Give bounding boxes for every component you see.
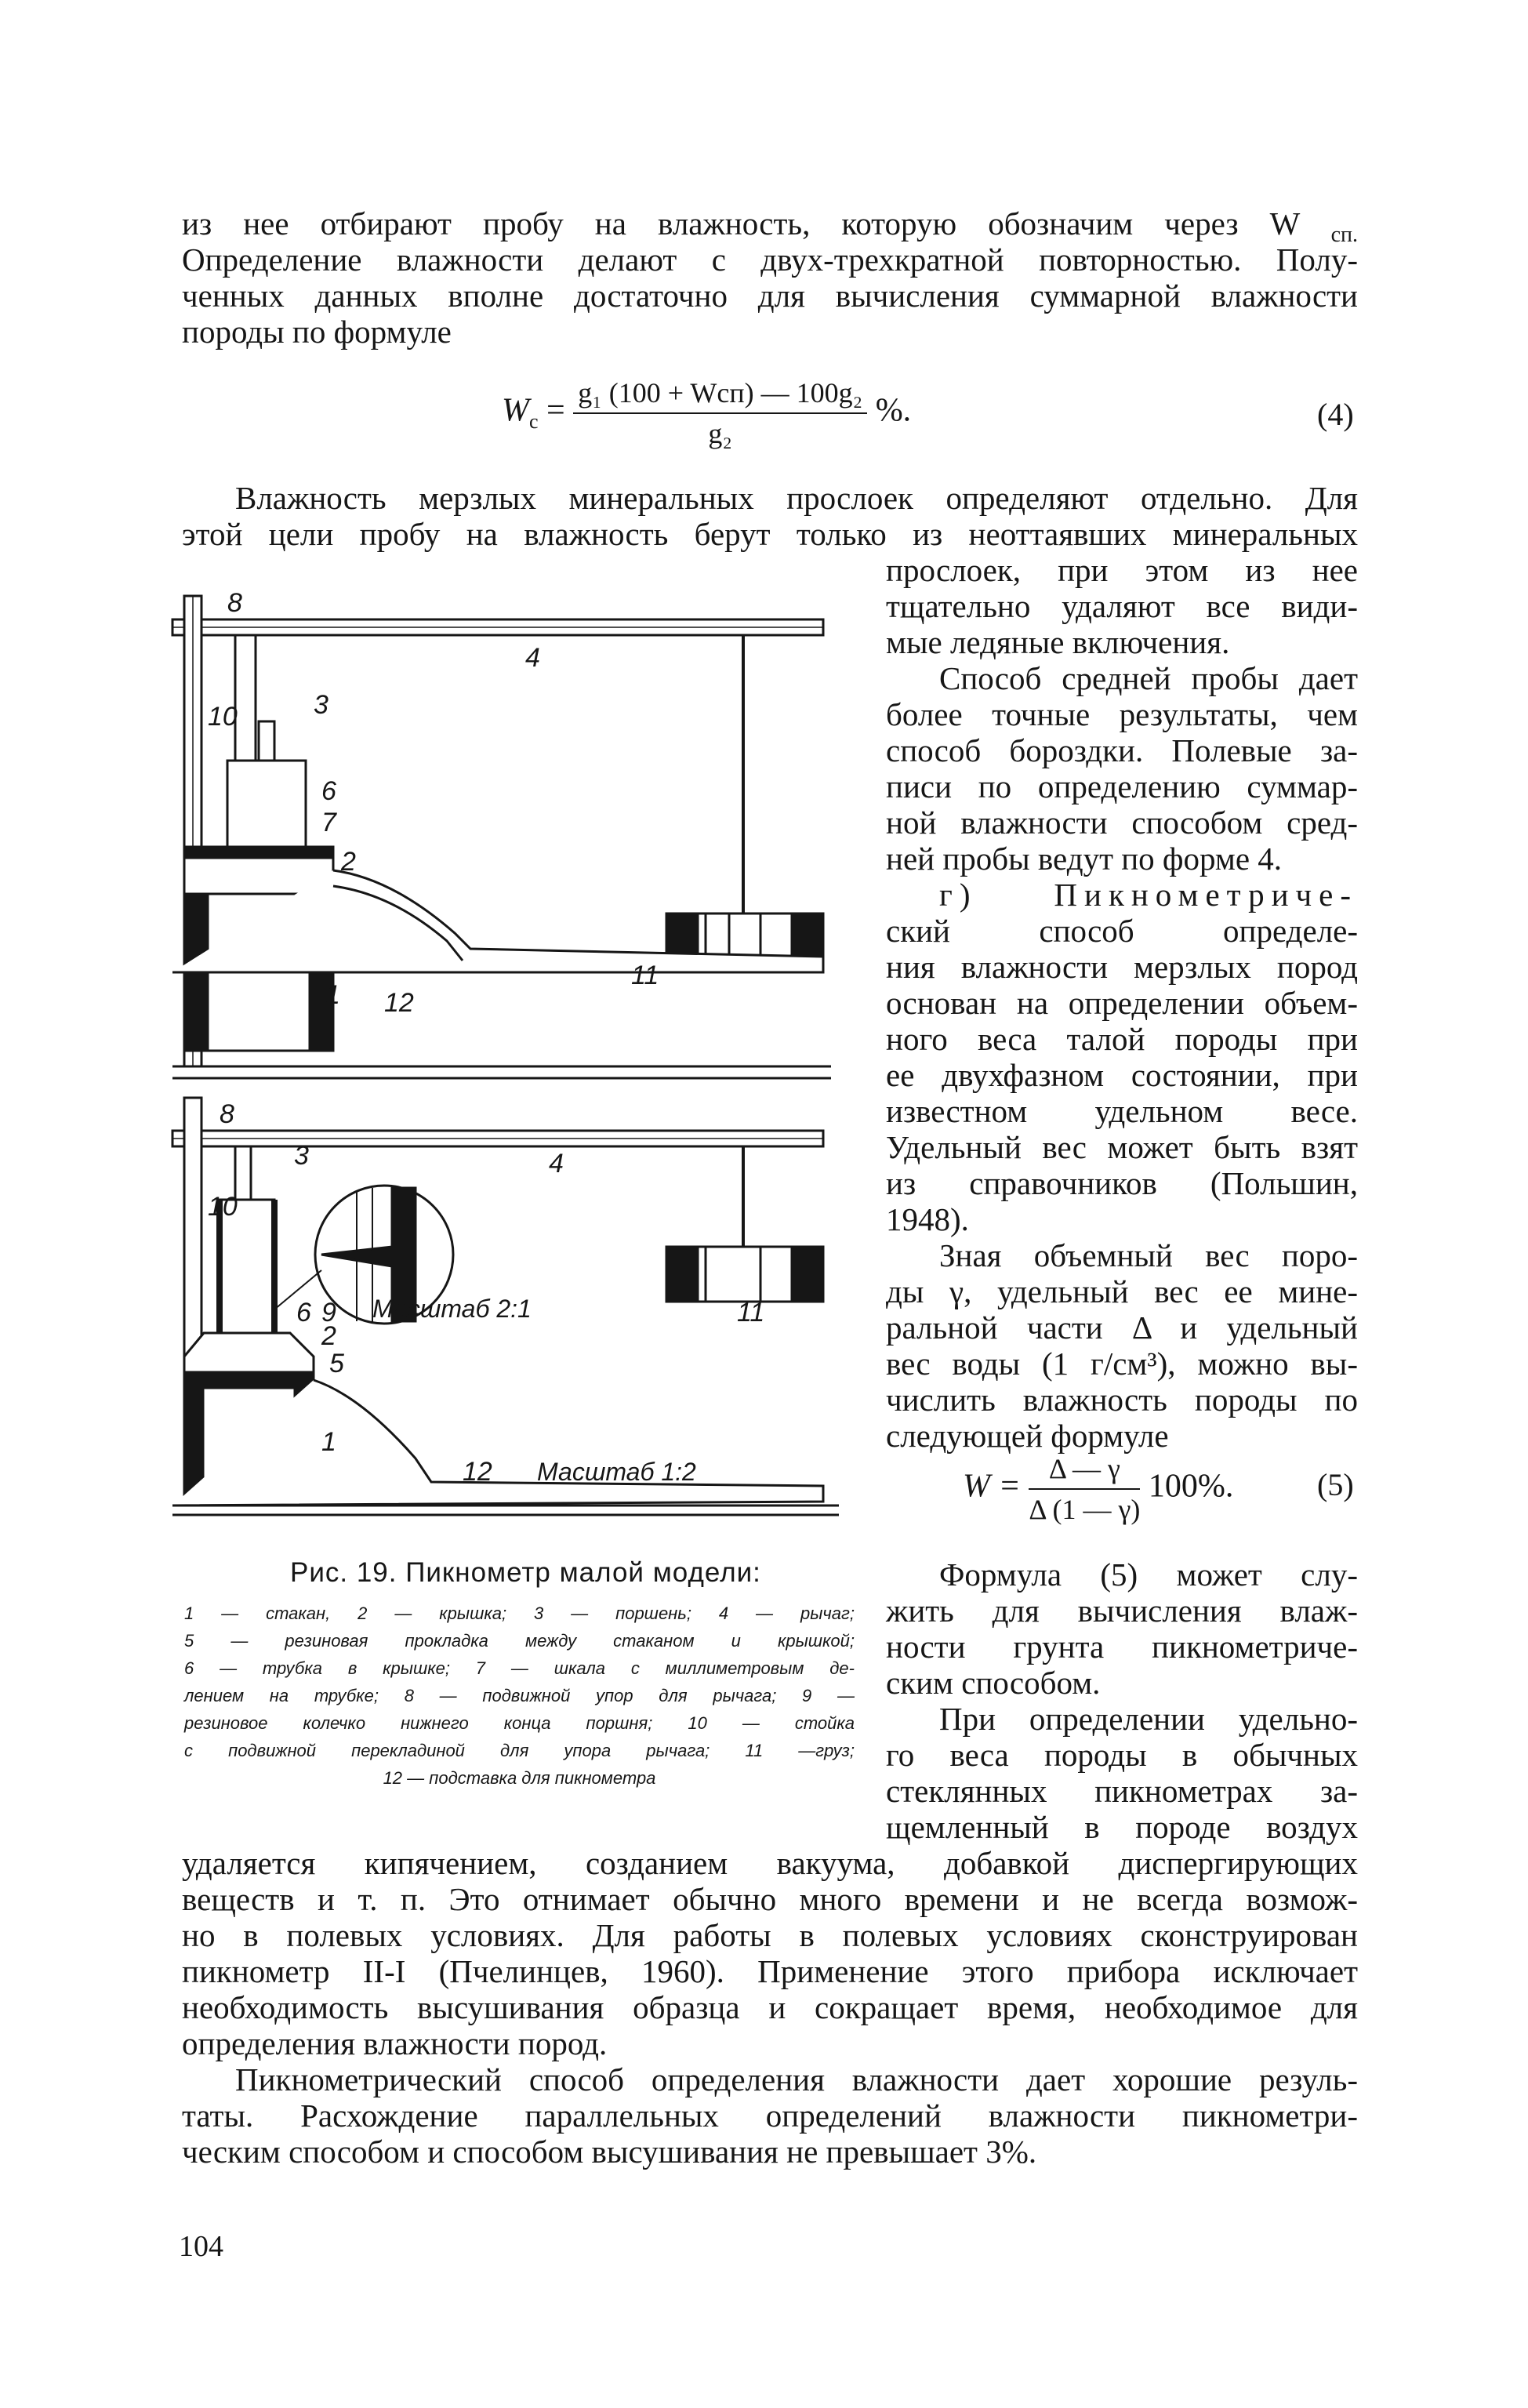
label-7-top: 7 <box>321 808 336 837</box>
label-8-bottom: 8 <box>220 1099 234 1129</box>
right-column-lower: Формула (5) может слу- жить для вычисления влаж- ности грунта пикнометриче- ским способом. При определении удельно- го веса породы в обычных стеклянных пикнометрах за- щемленный в породе воздух <box>886 1556 1358 1845</box>
figure-caption: 1 — стакан, 2 — крышка; 3 — поршень; 4 — рычаг; 5 — резиновая прокладка между стаканом и крышкой; 6 — трубка в крышке; 7 — шкала с миллиметровым де- лением на трубке; 8 — подвижной упор для рычага; 9 — резиновое колечко нижнего конца поршня; 10 — стойка с подвижной перекладиной для упора рычага; 11 —груз; 12 — подставка для пикнометра <box>184 1604 855 1788</box>
formula-4: $W_с$ = $\frac{\text{g₁ (100 + Wсп) — 100g₂}}{\text{g₂}}$ %. <box>502 377 912 449</box>
top-paragraph: из нее отбирают пробу на влажность, которую обозначим через W $_{сп.}$ Определение влажности делают с двух-трехкратной повторностью. Полу- ченных данных вполне достаточно для вычисления суммарной влажности породы по формуле <box>182 205 1359 350</box>
label-10-bottom: 10 <box>208 1192 238 1222</box>
pycnometer-figure <box>157 565 878 1529</box>
label-12-bottom: 12 <box>463 1457 492 1487</box>
page-number: 104 <box>179 2230 223 2263</box>
label-9-bottom: 9 <box>321 1298 336 1327</box>
top-drawing <box>172 596 831 1078</box>
paragraph-specific-full: удаляется кипячением, созданием вакуума, добавкой диспергирующих веществ и т. п. Это отнимает обычно много времени и не всегда возмож- но в полевых условиях. Для работы в полевых условиях сконструирован пикнометр II-I (Пчелинцев, 1960). Применение этого прибора исключает необходимость высушивания образца и сокращает время, необходимое для определения влажности пород. Пикнометрический способ определения влажности дает хорошие резуль- таты. Расхождение параллельных определений влажности пикнометри- ческим способом и способом высушивания не превышает 3%. <box>182 1845 1358 2170</box>
label-12-top: 12 <box>384 988 414 1018</box>
label-2-bottom: 2 <box>321 1321 336 1351</box>
label-8-top: 8 <box>227 588 242 618</box>
label-4-bottom: 4 <box>549 1149 564 1179</box>
equation-number-4: (4) <box>1317 397 1354 432</box>
scale-main-label: Масштаб 1:2 <box>537 1458 696 1486</box>
scale-inset-label: Масштаб 2:1 <box>372 1295 532 1323</box>
label-11-top: 11 <box>631 961 659 990</box>
formula-5-fraction: $\frac{\Delta — \gamma}{\Delta (1 — \gamma)}$ <box>1029 1453 1141 1525</box>
right-column: прослоек, при этом из нее тщательно удаляют все види- мые ледяные включения. Способ средней пробы дает более точные результаты, чем способ бороздки. Полевые за- писи по определению суммар- ной влажности способом сред- ней пробы ведут по форме 4. г) Пикнометриче- ский способ определе- ния влажности мерзлых пород основан на определении объем- ного веса талой породы при ее двухфазном состоянии, при известном удельном весе. Удельный вес может быть взят из справочников (Польшин, 1948). Зная объемный вес поро- ды γ, удельный вес ее мине- ральной части Δ и удельный вес воды (1 г/см³), можно вы- числить влажность породы по следующей формуле <box>886 552 1358 1454</box>
paragraph-frozen: Влажность мерзлых минеральных прослоек определяют отдельно. Для этой цели пробу на влажность берут только из неоттаявших минеральных <box>182 480 1358 552</box>
equation-number-5: (5) <box>1317 1467 1354 1502</box>
label-3-top: 3 <box>314 690 328 720</box>
label-4-top: 4 <box>525 643 540 673</box>
label-3-bottom: 3 <box>294 1141 309 1171</box>
label-6-bottom: 6 <box>296 1298 311 1327</box>
formula-4-fraction: $\frac{\text{g₁ (100 + Wсп) — 100g₂}}{\text{g₂}}$ <box>573 376 867 450</box>
figure-caption-title: Рис. 19. Пикнометр малой модели: <box>290 1557 761 1588</box>
label-1-top: 1 <box>325 980 340 1010</box>
w-subscript: сп. <box>1330 223 1359 248</box>
label-2-top: 2 <box>341 847 356 877</box>
formula-5: W = $\frac{\Delta — \gamma}{\Delta (1 — \gamma)}$ 100%. <box>963 1453 1234 1525</box>
label-5-bottom: 5 <box>329 1349 344 1378</box>
label-10-top: 10 <box>208 702 238 732</box>
label-1-bottom: 1 <box>321 1427 336 1457</box>
label-11-bottom: 11 <box>737 1298 765 1327</box>
label-6-top: 6 <box>321 776 336 806</box>
